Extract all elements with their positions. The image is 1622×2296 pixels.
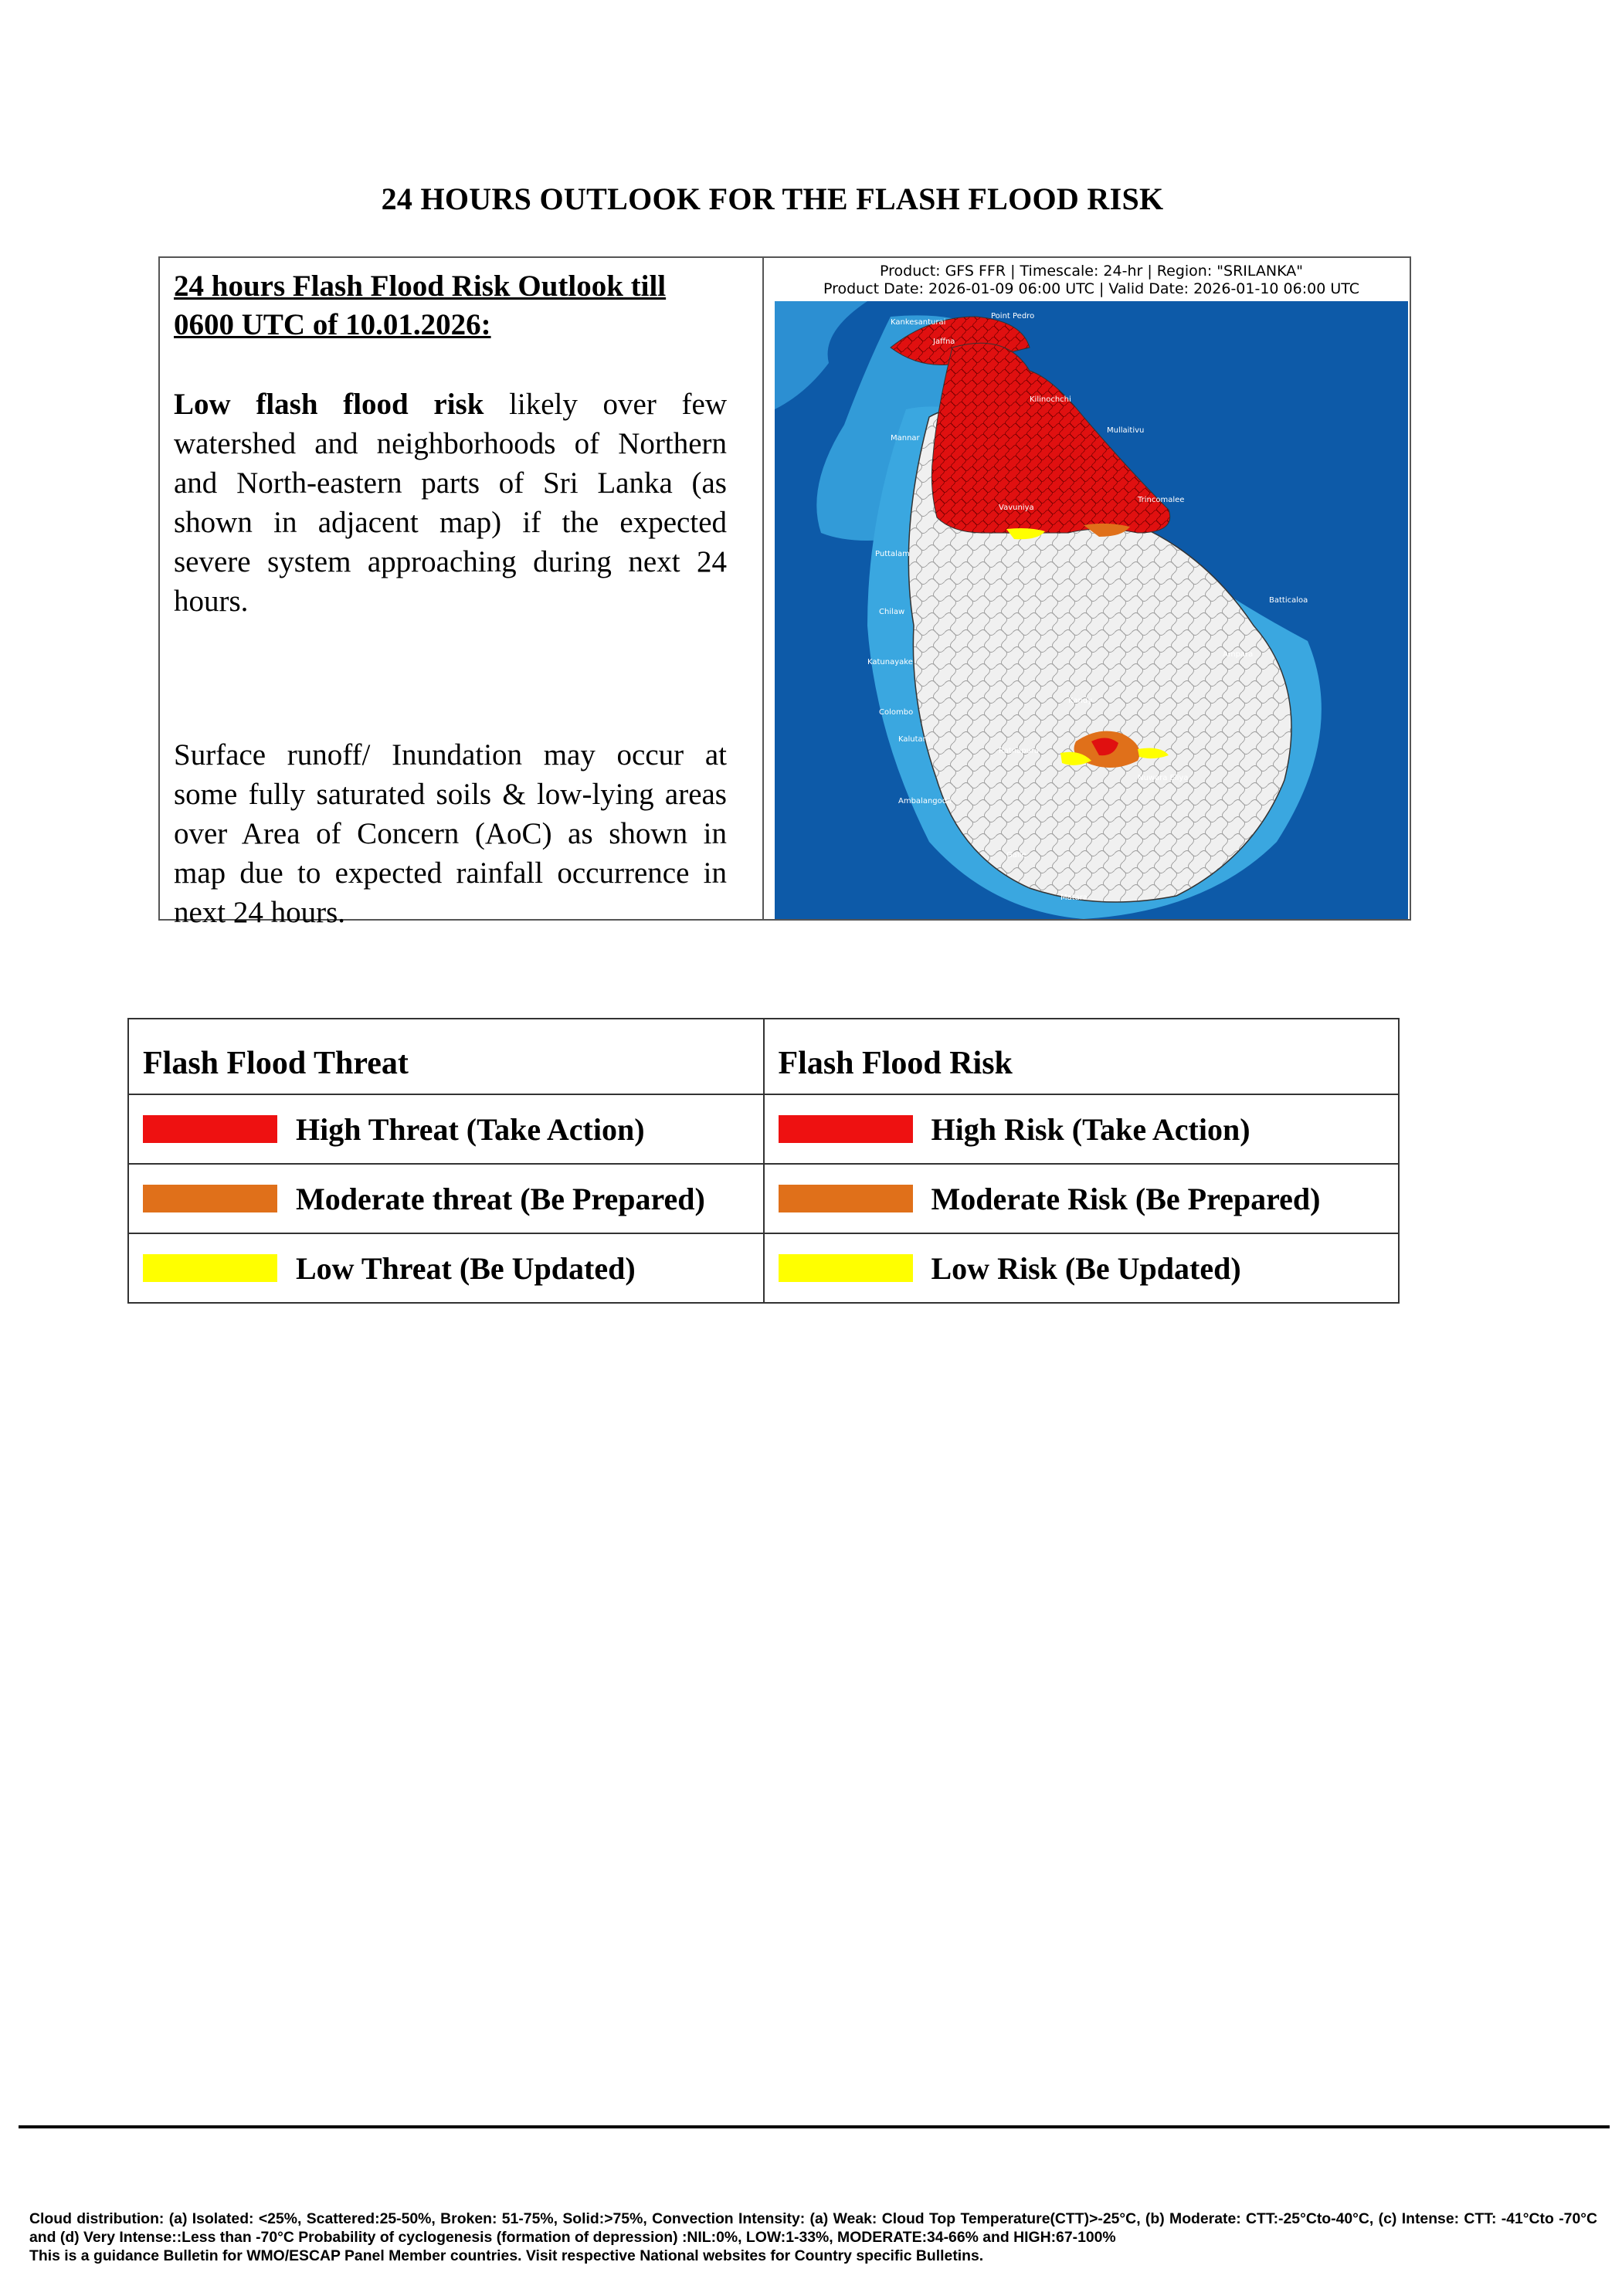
legend-label: High Risk (Take Action) (931, 1111, 1250, 1147)
page-title: 24 HOURS OUTLOOK FOR THE FLASH FLOOD RISK (381, 181, 1164, 216)
moderate-swatch (143, 1185, 277, 1212)
map-label: Mullaitivu (1107, 426, 1145, 435)
map-label: Point Pedro (991, 312, 1035, 320)
outlook-table (158, 256, 1411, 929)
footer-notes (29, 2210, 1597, 2265)
threat-column-header: Flash Flood Threat (143, 1046, 409, 1081)
map-header (775, 263, 1408, 301)
map-label: Kilinochchi (1030, 395, 1071, 404)
map-label: Kankesanturai (891, 318, 946, 327)
map-label: Kandy (1068, 697, 1093, 705)
legend-label: Moderate Risk (Be Prepared) (931, 1181, 1321, 1216)
risk-column-header: Flash Flood Risk (778, 1046, 1013, 1081)
map-label: Mannar (891, 434, 920, 443)
outlook-text-cell (174, 267, 727, 929)
map-header-dates: Product Date: 2026-01-09 06:00 UTC | Valid Date: 2026-01-10 06:00 UTC (823, 280, 1360, 297)
map-label: Jaffna (933, 337, 955, 346)
risk-level-text: Low flash flood risk (174, 388, 484, 421)
table-divider (762, 258, 764, 919)
footer-line-2: This is a guidance Bulletin for WMO/ESCAP Panel Member countries. Visit respective National websites for Country specific Bulletins. (29, 2247, 984, 2264)
high-swatch (143, 1115, 277, 1143)
map-label: Galle (1006, 851, 1026, 860)
map-label: Ampara (1223, 650, 1254, 659)
map-label: Vavuniya (999, 504, 1034, 512)
legend-table (127, 1018, 1400, 1304)
footer-line-1: Cloud distribution: (a) Isolated: <25%, Scattered:25-50%, Broken: 51-75%, Solid:>75%, Convection Intensity: (a) Weak: Cloud Top Temperature(CTT)>-25°C, (b) Moderate: CTT:-25°Cto-40°C, (c) Intense: CTT: -41°Cto -70°C and (d) Very Intense::Less than -70°C Probability of cyclogenesis (formation of depression) :NIL:0%, LOW:1-33%, MODERATE:34-66% and HIGH:67-100% (29, 2210, 1597, 2246)
map-label: Trincomalee (1138, 496, 1185, 504)
sri-lanka-map (775, 301, 1408, 919)
map-label: Matara (1060, 894, 1088, 902)
moderate-swatch (779, 1185, 913, 1212)
map-label: Katunayake (867, 658, 913, 666)
map-label: Kalutara (898, 735, 931, 744)
flash-flood-map (775, 263, 1408, 916)
legend-label: High Threat (Take Action) (296, 1111, 645, 1147)
legend-label: Low Risk (Be Updated) (931, 1250, 1241, 1286)
outlook-heading: 24 hours Flash Flood Risk Outlook till 0600 UTC of 10.01.2026: (174, 270, 667, 341)
map-label: Chilaw (879, 608, 905, 616)
legend-label: Low Threat (Be Updated) (296, 1250, 636, 1286)
map-label: Ambalangoda (898, 797, 952, 805)
map-label: Puttalam (875, 550, 910, 558)
map-label: Batticaloa (1269, 596, 1308, 605)
map-label: Nuwara Eliya (1138, 774, 1189, 782)
high-swatch (779, 1115, 913, 1143)
map-label: Colombo (879, 708, 914, 717)
outlook-paragraph-1 (174, 385, 727, 621)
low-swatch (143, 1254, 277, 1282)
footer-rule (19, 2125, 1610, 2128)
map-header-product: Product: GFS FFR | Timescale: 24-hr | Region: "SRILANKA" (880, 263, 1303, 280)
outlook-paragraph-1-body: likely over few watershed and neighborhoods of Northern and North-eastern parts of Sri Lanka (as shown in adjacent map) if the expected severe system approaching during next 24 hours. (174, 388, 727, 618)
legend-label: Moderate threat (Be Prepared) (296, 1181, 705, 1216)
low-swatch (779, 1254, 913, 1282)
outlook-paragraph-2: Surface runoff/ Inundation may occur at some fully saturated soils & low-lying areas over Area of Concern (AoC) as shown in map due to expected rainfall occurrence in next 24 hours. (174, 738, 727, 929)
map-label: Ratnapura (999, 747, 1040, 755)
